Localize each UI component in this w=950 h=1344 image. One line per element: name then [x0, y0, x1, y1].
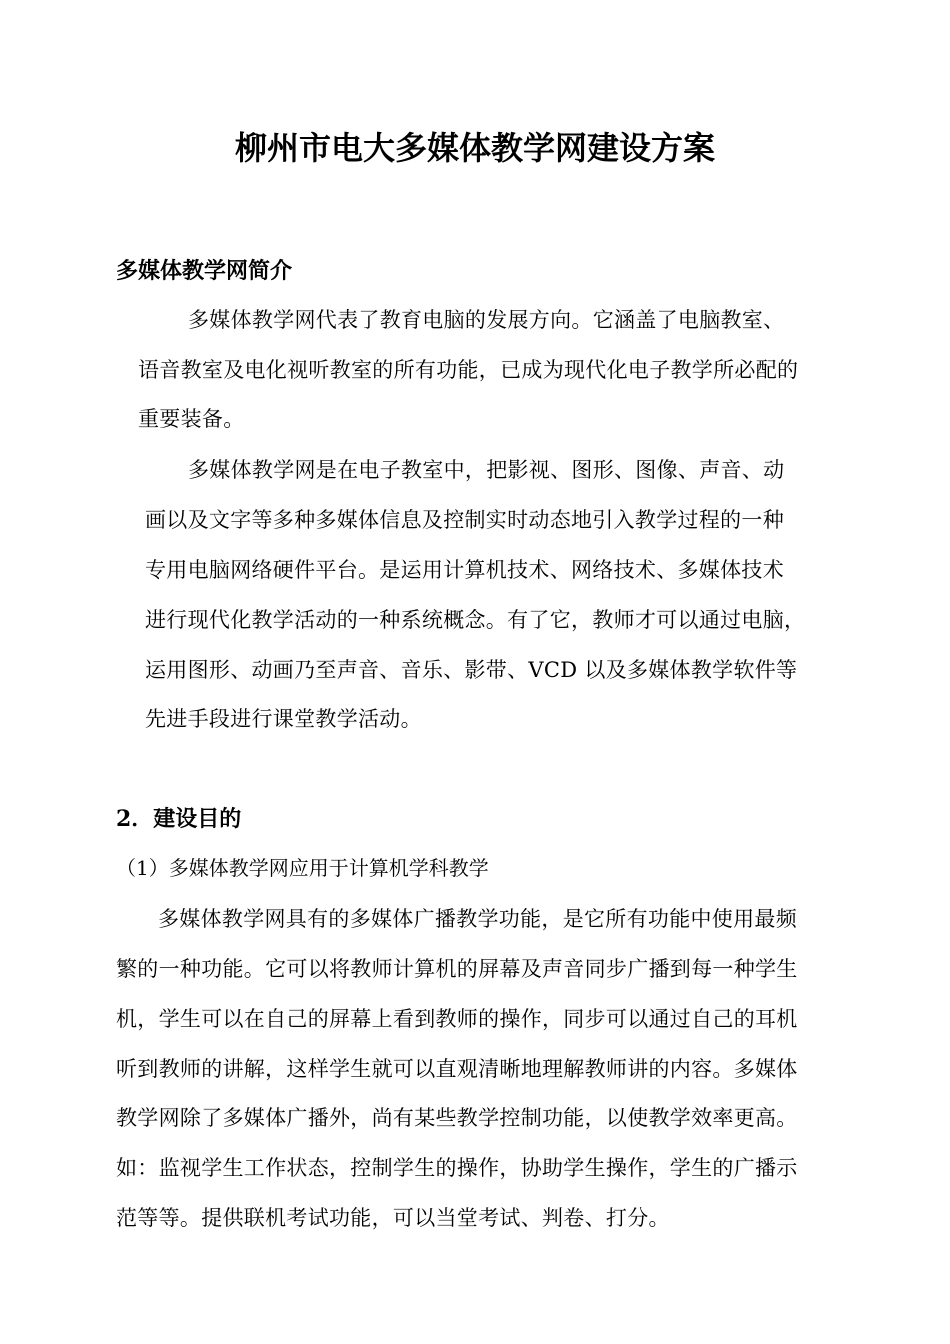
intro-para1-line: 重要装备。 — [138, 407, 245, 431]
intro-para2-line: 专用电脑网络硬件平台。是运用计算机技术、网络技术、多媒体技术 — [145, 558, 784, 582]
section-heading-intro: 多媒体教学网简介 — [116, 258, 293, 284]
intro-para2-line: 先进手段进行课堂教学活动。 — [145, 707, 422, 731]
goals-para-line: 范等等。提供联机考试功能，可以当堂考试、判卷、打分。 — [116, 1206, 670, 1230]
intro-para1-line: 语音教室及电化视听教室的所有功能，已成为现代化电子教学所必配的 — [138, 358, 799, 382]
goals-para-line: 听到教师的讲解，这样学生就可以直观清晰地理解教师讲的内容。多媒体 — [116, 1057, 798, 1081]
intro-para2-line: 进行现代化教学活动的一种系统概念。有了它，教师才可以通过电脑， — [145, 608, 806, 632]
goals-para-line: 如：监视学生工作状态，控制学生的操作，协助学生操作，学生的广播示 — [116, 1156, 798, 1180]
intro-para1-line: 多媒体教学网代表了教育电脑的发展方向。它涵盖了电脑教室、 — [188, 308, 785, 332]
document-title: 柳州市电大多媒体教学网建设方案 — [234, 129, 715, 167]
intro-para2-line: 画以及文字等多种多媒体信息及控制实时动态地引入教学过程的一种 — [145, 508, 784, 532]
intro-para2-line: 运用图形、动画乃至声音、音乐、影带、VCD 以及多媒体教学软件等 — [145, 658, 798, 682]
section-heading-goals: 2．建设目的 — [116, 806, 242, 832]
goals-para-line: 机，学生可以在自己的屏幕上看到教师的操作，同步可以通过自己的耳机 — [116, 1007, 798, 1031]
intro-para2-line: 多媒体教学网是在电子教室中，把影视、图形、图像、声音、动 — [188, 458, 785, 482]
goals-para-line: 多媒体教学网具有的多媒体广播教学功能，是它所有功能中使用最频 — [158, 907, 797, 931]
goals-para-line: 繁的一种功能。它可以将教师计算机的屏幕及声音同步广播到每一种学生 — [116, 957, 798, 981]
subsection-heading: （1）多媒体教学网应用于计算机学科教学 — [116, 856, 489, 880]
goals-para-line: 教学网除了多媒体广播外，尚有某些教学控制功能，以使教学效率更高。 — [116, 1106, 798, 1130]
